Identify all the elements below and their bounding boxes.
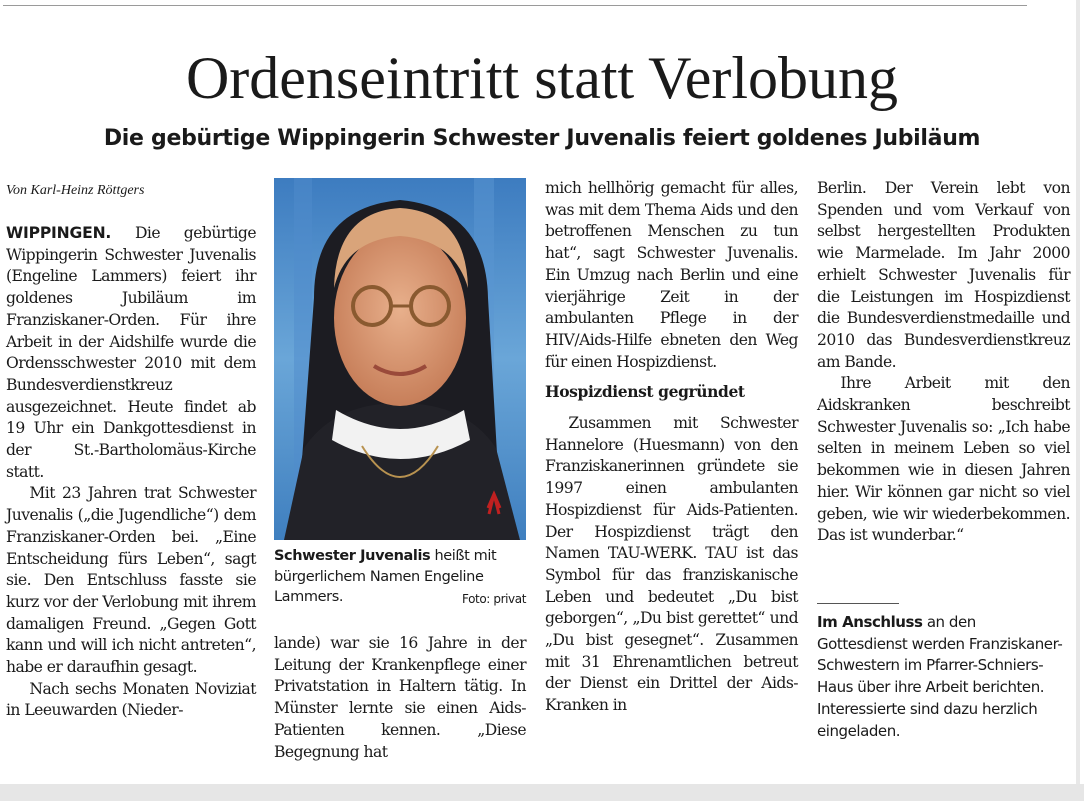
paragraph-3: Nach sechs Monaten Noviziat in Leeuwarden (Nieder- xyxy=(6,679,256,720)
note-kicker: Im Anschluss xyxy=(817,613,923,631)
photo-credit: Foto: privat xyxy=(462,592,526,606)
paragraph-6: Zusammen mit Schwester Hannelore (Huesmann) von den Franziskanerinnen gründete sie 1997 einen ambulanten Hospizdienst für Aids-Patienten. Der Hospizdienst trägt den Namen TAU-WERK. TAU ist das Symbol für das franziskanische Leben und bedeutet „Du bist geborgen“, „Du bist gerettet“ und „Du bist gesegnet“. Zusammen mit 31 Ehrenamtlichen betreut der Dienst ein Drittel der Aids-Kranken in xyxy=(545,414,798,715)
paragraph-8: Ihre Arbeit mit den Aidskranken beschreibt Schwester Juvenalis so: „Ich habe selten in meinem Leben so viel bekommen wie in diesen Jahren hier. Wir können gar nicht so viel geben, wie wir wiederbekommen. Das ist wunderbar.“ xyxy=(817,374,1070,545)
portrait-photo xyxy=(274,178,526,540)
headline: Ordenseintritt statt Verlobung xyxy=(185,45,899,111)
bottom-band xyxy=(0,784,1084,801)
column-3 xyxy=(545,178,798,717)
column-1 xyxy=(6,223,256,722)
photo-caption xyxy=(274,546,526,610)
top-rule xyxy=(3,5,1027,6)
subheadline: Die gebürtige Wippingerin Schwester Juvenalis feiert goldenes Jubiläum xyxy=(103,126,981,151)
paragraph-4: lande) war sie 16 Jahre in der Leitung der Krankenpflege einer Privatstation in Haltern tätig. In Münster lernte sie einen Aids-Patienten kennen. „Diese Begegnung hat xyxy=(274,634,526,761)
paragraph-2: Mit 23 Jahren trat Schwester Juvenalis („die Jugendliche“) dem Franziskaner-Orden bei. „Eine Entscheidung fürs Leben“, sagt sie. Den Entschluss fasste sie kurz vor der Verlobung mit ihrem damaligen Freund. „Gegen Gott kann und will ich nicht antreten“, habe er daraufhin gesagt. xyxy=(6,484,256,677)
caption-name: Schwester Juvenalis xyxy=(274,548,431,564)
column-2 xyxy=(274,633,526,763)
paragraph-5: mich hellhörig gemacht für alles, was mit dem Thema Aids und den betroffenen Menschen zu tun hat“, sagt Schwester Juvenalis. Ein Umzug nach Berlin und eine vierjährige Zeit in der ambulanten Pflege in der HIV/Aids-Hilfe ebneten den Weg für einen Hospizdienst. xyxy=(545,179,798,371)
column-4 xyxy=(817,178,1070,547)
paragraph-1 xyxy=(6,223,256,483)
caption-text: heißt mit bürgerlichem Namen Engeline Lammers. xyxy=(274,548,497,605)
note-text: an den Gottesdienst werden Franziskaner-Schwestern im Pfarrer-Schniers-Haus über ihre Arbeit berichten. Interessierte sind dazu herzlich eingeladen. xyxy=(817,613,1063,740)
page-edge xyxy=(1076,0,1080,801)
paragraph-7: Berlin. Der Verein lebt von Spenden und vom Verkauf von selbst hergestellten Produkten wie Marmelade. Im Jahr 2000 erhielt Schwester Juvenalis für die Leistungen im Hospizdienst die Bundesverdienstmedaille und 2010 das Bundesverdienstkreuz am Bande. xyxy=(817,179,1070,371)
portrait-illustration xyxy=(274,178,526,540)
section-subtitle: Hospizdienst gegründet xyxy=(545,382,745,402)
event-note xyxy=(817,612,1070,742)
dateline: WIPPINGEN. xyxy=(6,224,112,242)
note-divider xyxy=(817,603,899,604)
byline: Von Karl-Heinz Röttgers xyxy=(6,183,145,198)
paragraph-1-text: Die gebürtige Wippingerin Schwester Juvenalis (Engeline Lammers) feiert ihr goldenes Jubiläum im Franziskaner-Orden. Für ihre Arbeit in der Aidshilfe wurde die Ordensschwester 2010 mit dem Bundesverdienstkreuz ausgezeichnet. Heute findet ab 19 Uhr ein Dankgottesdienst in der St.-Bartholomäus-Kirche statt. xyxy=(6,224,256,481)
